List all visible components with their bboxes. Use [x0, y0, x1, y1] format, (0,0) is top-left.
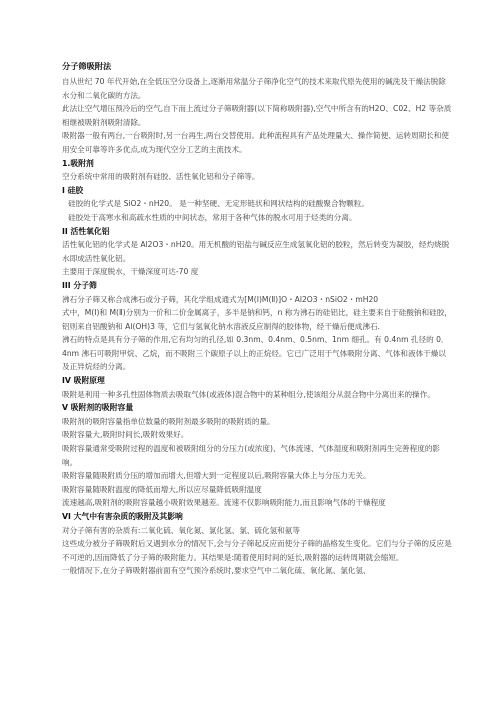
paragraph: 流速越高,吸附剂的吸附容量越小吸附效果越差。流速不仅影响吸附能力,而且影响气体的干燥程度	[62, 498, 386, 508]
paragraph: 这些成分被分子筛吸附后又遇到水分的情况下,会与分子筛起反应而使分子筛的晶格发生变化。它们与分子筛的反应是不可逆的,因而降低了分子筛的吸附能力。其结果是:随着使用时间的延长,吸附器的运转周期就会缩短。	[62, 539, 452, 562]
paragraph: 吸附容量通常受吸附过程的温度和被吸附组分的分压力(或浓度)、气体流速、气体湿度和吸附剂再生完善程度的影响。	[62, 444, 441, 467]
paragraph: 活性氧化铝的化学式是 Al2O3・nH20。用无机酸的铝盐与碱反应生成氢氧化铝的胶粒，然后转变为凝胶，经灼烧脱水即成活性氧化铝。	[62, 240, 450, 263]
section-heading: 1.吸附剂	[62, 158, 94, 168]
paragraph: 式中，M(I)和 M(Ⅱ)分别为一价和二价金属离子，多半是钠和钙，n 称为沸石的硅铝比，硅主要来自于硅酸钠和硅胶，铝则来自铝酸钠和 Al(OH)3 等，它们与氢氧化钠水溶液反应制得的胶体物，经干燥后便成沸石.	[62, 308, 452, 331]
paragraph: 吸附是利用一种多孔性固体物质去吸取气体(或液体)混合物中的某种组分,使该组分从混合物中分离出来的操作。	[62, 389, 435, 399]
paragraph: 吸附剂的吸附容量指单位数量的吸附剂最多吸附的吸附质的量。	[62, 416, 275, 426]
paragraph: 空分系统中常用的吸附剂有硅胶、活性氧化铝和分子筛等。	[62, 172, 260, 182]
paragraph: 对分子筛有害的杂质有:二氧化硫、氧化氮、氯化氢、氯、硫化氢和氨等	[62, 525, 300, 535]
paragraph: 自从世纪 70 年代开始,在全低压空分设备上,逐渐用常温分子筛净化空气的技术来取代原先使用的碱洗及干燥法脱除水分和二氧化碳的方法。	[62, 77, 446, 100]
document-body	[62, 75, 452, 578]
document-title: 分子筛吸附法	[62, 61, 112, 71]
paragraph: 吸附容量随吸附温度的降低而增大,所以应尽量降低吸附温度	[62, 484, 262, 494]
section-heading: I 硅胶	[62, 185, 84, 195]
paragraph: 一般情况下,在分子筛吸附器前面有空气预冷系统时,要求空气中二氧化硫、氧化氮、氯化氢、	[62, 566, 371, 576]
section-heading: VI 大气中有害杂质的吸附及其影响	[62, 512, 183, 521]
paragraph: 沸石的特点是具有分子筛的作用,它有均匀的孔径,如 0.3nm、0.4nm、0.5nm、1nm 细孔。有 0.4nm 孔径的 0．4nm 沸石可吸附甲烷、乙烷，而不吸附三个碳原子以上的正烷烃。它已广泛用于气体吸附分离、气体和液体干燥以及正异烷烃的分离。	[62, 335, 449, 372]
paragraph: 主要用于深度脱水，干燥深度可达-70 度	[62, 267, 199, 277]
paragraph: 吸附容量随吸附质分压的增加而增大,但增大到一定程度以后,吸附容量大体上与分压力无关。	[62, 471, 371, 481]
paragraph: 硅胶处于高寒水和高疏水性质的中间状态，常用于各种气体的脱水可用于烃类的分离。	[68, 212, 357, 222]
paragraph: 吸附容量大,吸附时间长,吸附效果好。	[62, 430, 189, 440]
section-heading: II 活性氧化铝	[62, 226, 110, 236]
paragraph: 吸附器一般有两台,一台吸附时,另一台再生,两台交替使用。此种流程具有产品处理量大、操作简便、运转周期长和使用安全可靠等许多优点,成为现代空分工艺的主流技术。	[62, 131, 449, 154]
paragraph: 硅胶的化学式是 SiO2・nH20。 是一种坚硬、无定形链状和网状结构的硅酸聚合物颗粒。	[68, 199, 369, 209]
section-heading: V 吸附剂的吸附容量	[62, 403, 134, 413]
paragraph: 此法让空气增压预冷后的空气,自下而上流过分子筛吸附器(以下简称吸附器),空气中所含有的H2O、C02、H2 等杂质相继被吸附剂吸附清除。	[62, 104, 452, 127]
section-heading: IV 吸附原理	[62, 376, 105, 386]
section-heading: III 分子筛	[62, 280, 97, 290]
paragraph: 沸石分子筛又称合成沸石或分子筛，其化学组成通式为[M(I)M(Ⅱ)]O・Al2O3・nSiO2・mH20	[62, 294, 379, 304]
